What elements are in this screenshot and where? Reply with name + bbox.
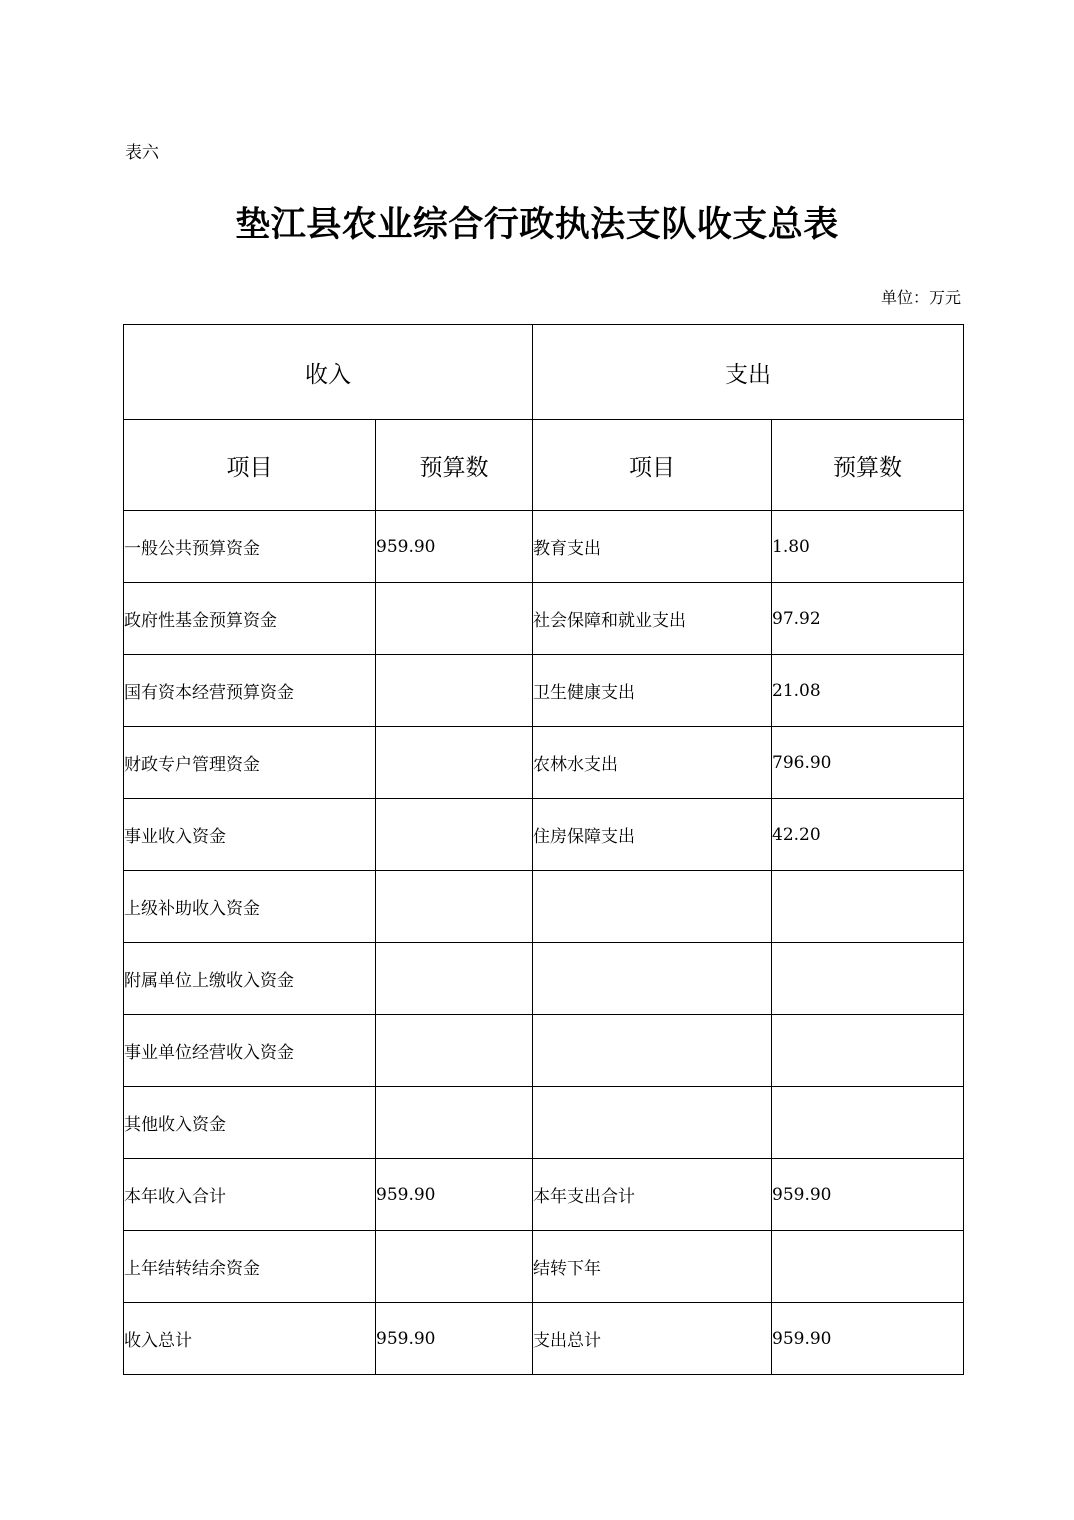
expense-amount-header: 预算数 xyxy=(772,420,964,511)
expense-item-cell: 农林水支出 xyxy=(533,727,772,799)
group-header-row xyxy=(124,325,964,420)
table-row xyxy=(124,799,964,871)
income-item-cell: 一般公共预算资金 xyxy=(124,511,376,583)
expense-item-cell: 支出总计 xyxy=(533,1303,772,1375)
income-amount-cell xyxy=(376,1015,533,1087)
expense-amount-cell: 1.80 xyxy=(772,511,964,583)
expense-group-header: 支出 xyxy=(533,325,964,420)
unit-label: 单位：万元 xyxy=(880,288,961,307)
expense-item-cell: 住房保障支出 xyxy=(533,799,772,871)
income-amount-cell: 959.90 xyxy=(376,511,533,583)
expense-amount-cell xyxy=(772,1231,964,1303)
expense-amount-cell xyxy=(772,1087,964,1159)
expense-amount-cell xyxy=(772,943,964,1015)
income-amount-cell xyxy=(376,943,533,1015)
table-row xyxy=(124,1015,964,1087)
expense-item-cell xyxy=(533,943,772,1015)
table-row xyxy=(124,943,964,1015)
income-amount-header: 预算数 xyxy=(376,420,533,511)
expense-amount-cell xyxy=(772,871,964,943)
expense-item-cell xyxy=(533,871,772,943)
income-item-cell: 收入总计 xyxy=(124,1303,376,1375)
income-item-cell: 本年收入合计 xyxy=(124,1159,376,1231)
expense-item-cell: 本年支出合计 xyxy=(533,1159,772,1231)
income-expense-summary-table xyxy=(123,324,964,1375)
table-label: 表六 xyxy=(125,143,159,163)
expense-item-cell: 社会保障和就业支出 xyxy=(533,583,772,655)
table-row xyxy=(124,1087,964,1159)
income-item-cell: 附属单位上缴收入资金 xyxy=(124,943,376,1015)
income-amount-cell xyxy=(376,655,533,727)
expense-amount-cell: 97.92 xyxy=(772,583,964,655)
expense-item-cell xyxy=(533,1015,772,1087)
expense-amount-cell: 959.90 xyxy=(772,1303,964,1375)
income-amount-cell xyxy=(376,1231,533,1303)
table-row xyxy=(124,727,964,799)
expense-item-cell xyxy=(533,1087,772,1159)
income-item-cell: 上年结转结余资金 xyxy=(124,1231,376,1303)
income-item-cell: 国有资本经营预算资金 xyxy=(124,655,376,727)
expense-amount-cell: 959.90 xyxy=(772,1159,964,1231)
income-item-cell: 其他收入资金 xyxy=(124,1087,376,1159)
expense-item-cell: 结转下年 xyxy=(533,1231,772,1303)
expense-amount-cell: 42.20 xyxy=(772,799,964,871)
table-row xyxy=(124,1159,964,1231)
expense-item-cell: 卫生健康支出 xyxy=(533,655,772,727)
income-group-header: 收入 xyxy=(124,325,533,420)
income-item-cell: 上级补助收入资金 xyxy=(124,871,376,943)
expense-amount-cell: 21.08 xyxy=(772,655,964,727)
income-amount-cell xyxy=(376,727,533,799)
column-header-row xyxy=(124,420,964,511)
table-row xyxy=(124,1231,964,1303)
table-row xyxy=(124,655,964,727)
income-amount-cell xyxy=(376,799,533,871)
income-amount-cell xyxy=(376,871,533,943)
income-item-cell: 事业收入资金 xyxy=(124,799,376,871)
income-item-header: 项目 xyxy=(124,420,376,511)
income-amount-cell: 959.90 xyxy=(376,1159,533,1231)
income-item-cell: 事业单位经营收入资金 xyxy=(124,1015,376,1087)
expense-amount-cell xyxy=(772,1015,964,1087)
income-item-cell: 政府性基金预算资金 xyxy=(124,583,376,655)
income-amount-cell: 959.90 xyxy=(376,1303,533,1375)
expense-item-cell: 教育支出 xyxy=(533,511,772,583)
expense-item-header: 项目 xyxy=(533,420,772,511)
table-row xyxy=(124,1303,964,1375)
income-amount-cell xyxy=(376,583,533,655)
table-row xyxy=(124,871,964,943)
expense-amount-cell: 796.90 xyxy=(772,727,964,799)
table-row xyxy=(124,511,964,583)
page-title: 垫江县农业综合行政执法支队收支总表 xyxy=(235,204,839,245)
income-amount-cell xyxy=(376,1087,533,1159)
table-row xyxy=(124,583,964,655)
income-item-cell: 财政专户管理资金 xyxy=(124,727,376,799)
